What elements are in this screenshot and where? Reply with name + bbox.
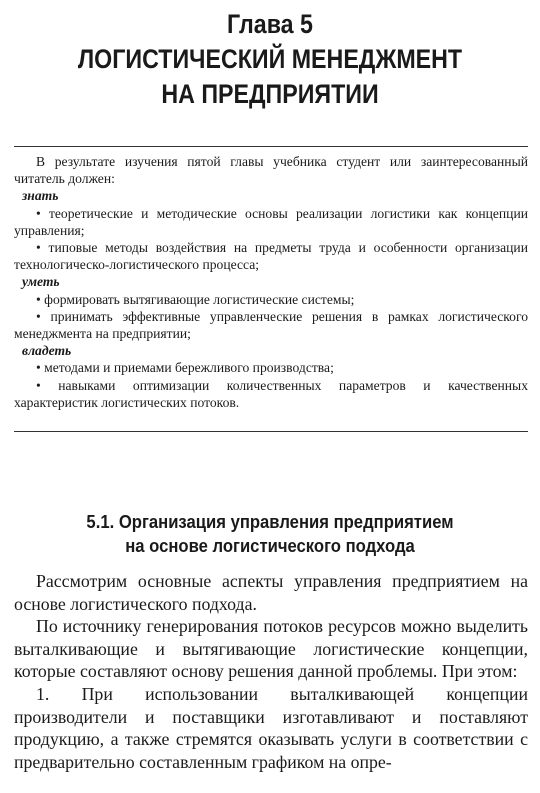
objectives-master-item: • методами и приемами бережливого производства; <box>36 360 334 376</box>
section-title <box>27 510 513 558</box>
learning-objectives-box <box>14 146 528 432</box>
objectives-know-item: • теоретические и методические основы реализации логистики как концепции управления; <box>14 205 528 238</box>
body-paragraph: 1. При использовании выталкивающей концепции производители и поставщики изготавливают и поставляют продукцию, а также стремятся оказывать услуги в соответствии с предварительно составленным графиком на опре- <box>14 683 528 772</box>
chapter-label: Глава 5 <box>227 9 313 39</box>
chapter-title <box>38 42 502 112</box>
body-paragraph: По источнику генерирования потоков ресурсов можно выделить выталкивающие и вытягивающие логистические концепции, которые составляют основу решения данной проблемы. При этом: <box>14 616 528 682</box>
objectives-able-item: • формировать вытягивающие логистические системы; <box>36 291 355 307</box>
section-title-line-2: на основе логистического подхода <box>125 535 415 556</box>
objectives-able-item: • принимать эффективные управленческие решения в рамках логистического менеджмента на предприятии; <box>14 308 528 342</box>
chapter-title-line-1: ЛОГИСТИЧЕСКИЙ МЕНЕДЖМЕНТ <box>77 44 463 74</box>
body-paragraph: Рассмотрим основные аспекты управления предприятием на основе логистического подхода. <box>14 571 528 614</box>
objectives-master-item: • навыками оптимизации количественных параметров и качественных характеристик логистических потоков. <box>14 377 528 410</box>
objectives-know-label: знать <box>22 188 59 204</box>
section-title-line-1: 5.1. Организация управления предприятием <box>86 511 454 532</box>
objectives-able-label: уметь <box>22 274 60 290</box>
chapter-title-line-2: НА ПРЕДПРИЯТИИ <box>161 79 379 109</box>
objectives-master-label: владеть <box>22 343 72 359</box>
objectives-intro: В результате изучения пятой главы учебника студент или заинтересованный читатель должен: <box>14 154 528 187</box>
body-text <box>14 570 528 773</box>
objectives-know-item: • типовые методы воздействия на предметы труда и особенности организации технологическо-логистического процесса; <box>14 240 528 273</box>
